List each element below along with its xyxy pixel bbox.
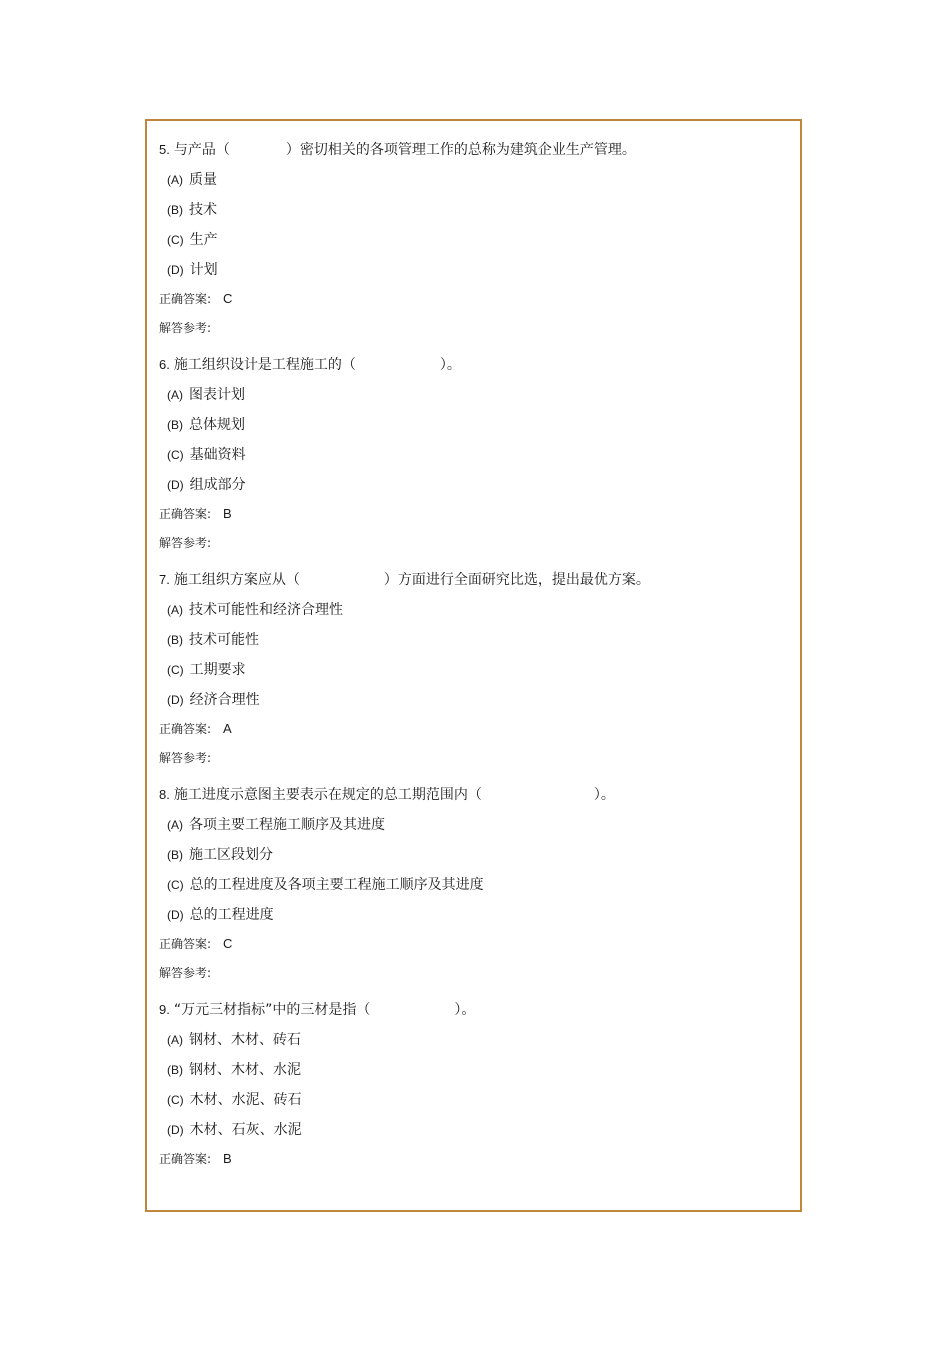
option-key: (C) [167, 878, 184, 892]
answer-value: B [223, 1151, 232, 1166]
correct-answer [159, 719, 790, 739]
reference-label: 解答参考: [159, 536, 212, 550]
option-text: 质量 [189, 172, 217, 188]
option-text: 生产 [189, 232, 218, 248]
option-c [167, 229, 790, 251]
option-key: (B) [167, 848, 183, 862]
option-key: (A) [167, 818, 183, 832]
option-key: (B) [167, 1063, 183, 1077]
option-c [167, 444, 790, 466]
option-text: 总体规划 [189, 417, 245, 433]
option-key: (B) [167, 203, 183, 217]
question-number: 9. [159, 1002, 170, 1017]
option-key: (C) [167, 1093, 184, 1107]
option-text: 基础资料 [189, 447, 246, 463]
option-text: 总的工程进度及各项主要工程施工顺序及其进度 [189, 877, 484, 893]
option-text: 组成部分 [189, 477, 246, 493]
option-text: 钢材、木材、水泥 [189, 1062, 301, 1078]
option-key: (C) [167, 663, 184, 677]
question-text [159, 569, 790, 591]
option-b [167, 844, 790, 866]
option-text: 各项主要工程施工顺序及其进度 [189, 817, 385, 833]
answer-label: 正确答案: [159, 1152, 212, 1166]
option-d [167, 474, 790, 496]
question-8 [159, 784, 790, 999]
question-stem: 施工组织方案应从（ ）方面进行全面研究比选，提出最优方案。 [173, 572, 650, 588]
correct-answer [159, 504, 790, 524]
question-text [159, 784, 790, 806]
question-stem: “万元三材指标”中的三材是指（ ）。 [173, 1002, 476, 1018]
option-c [167, 659, 790, 681]
correct-answer [159, 1149, 790, 1169]
option-text: 施工区段划分 [189, 847, 273, 863]
answer-reference [159, 318, 790, 338]
option-text: 工期要求 [189, 662, 246, 678]
reference-label: 解答参考: [159, 751, 212, 765]
option-key: (C) [167, 448, 184, 462]
question-stem: 施工进度示意图主要表示在规定的总工期范围内（ ）。 [173, 787, 615, 803]
option-a [167, 1029, 790, 1051]
answer-label: 正确答案: [159, 507, 212, 521]
option-a [167, 384, 790, 406]
option-d [167, 689, 790, 711]
reference-label: 解答参考: [159, 966, 212, 980]
option-b [167, 1059, 790, 1081]
option-key: (D) [167, 478, 184, 492]
option-text: 木材、水泥、砖石 [189, 1092, 302, 1108]
question-9 [159, 999, 790, 1169]
option-key: (C) [167, 233, 184, 247]
option-b [167, 414, 790, 436]
answer-reference [159, 533, 790, 553]
question-stem: 施工组织设计是工程施工的（ ）。 [173, 357, 461, 373]
option-a [167, 169, 790, 191]
option-text: 木材、石灰、水泥 [189, 1122, 302, 1138]
option-key: (A) [167, 603, 183, 617]
question-text [159, 999, 790, 1021]
question-7 [159, 569, 790, 784]
option-key: (A) [167, 173, 183, 187]
option-text: 经济合理性 [189, 692, 260, 708]
option-text: 总的工程进度 [189, 907, 274, 923]
option-text: 技术可能性 [189, 632, 259, 648]
question-number: 6. [159, 357, 170, 372]
question-stem: 与产品（ ）密切相关的各项管理工作的总称为建筑企业生产管理。 [173, 142, 636, 158]
answer-label: 正确答案: [159, 292, 212, 306]
option-b [167, 199, 790, 221]
answer-value: C [223, 936, 233, 951]
question-number: 8. [159, 787, 170, 802]
question-6 [159, 354, 790, 569]
option-a [167, 599, 790, 621]
option-key: (B) [167, 633, 183, 647]
option-text: 钢材、木材、砖石 [189, 1032, 301, 1048]
question-list [159, 139, 790, 1178]
option-key: (A) [167, 1033, 183, 1047]
option-key: (D) [167, 908, 184, 922]
reference-label: 解答参考: [159, 321, 212, 335]
answer-reference [159, 748, 790, 768]
question-text [159, 139, 790, 161]
question-5 [159, 139, 790, 354]
answer-label: 正确答案: [159, 722, 212, 736]
question-frame [145, 119, 802, 1212]
option-key: (A) [167, 388, 183, 402]
answer-value: B [223, 506, 232, 521]
question-number: 5. [159, 142, 170, 157]
correct-answer [159, 934, 790, 954]
correct-answer [159, 289, 790, 309]
answer-value: C [223, 291, 233, 306]
option-key: (D) [167, 693, 184, 707]
option-c [167, 874, 790, 896]
option-d [167, 259, 790, 281]
option-c [167, 1089, 790, 1111]
option-b [167, 629, 790, 651]
question-text [159, 354, 790, 376]
option-d [167, 904, 790, 926]
answer-label: 正确答案: [159, 937, 212, 951]
option-text: 技术 [189, 202, 217, 218]
option-text: 图表计划 [189, 387, 245, 403]
option-text: 计划 [189, 262, 218, 278]
option-d [167, 1119, 790, 1141]
answer-value: A [223, 721, 232, 736]
option-text: 技术可能性和经济合理性 [189, 602, 343, 618]
option-a [167, 814, 790, 836]
question-number: 7. [159, 572, 170, 587]
answer-reference [159, 963, 790, 983]
option-key: (D) [167, 1123, 184, 1137]
option-key: (B) [167, 418, 183, 432]
option-key: (D) [167, 263, 184, 277]
